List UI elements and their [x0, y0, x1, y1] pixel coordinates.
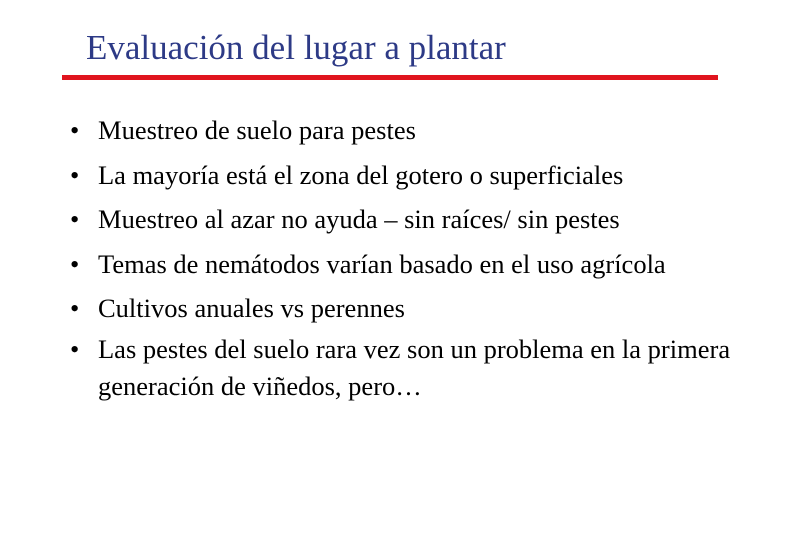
bullet-dot-icon: • — [70, 293, 80, 323]
bullet-text: La mayoría está el zona del gotero o superficiales — [98, 159, 624, 190]
bullet-dot-icon: • — [70, 204, 80, 234]
bullet-item — [70, 331, 770, 405]
bullet-item — [70, 153, 770, 198]
bullet-text: Muestreo de suelo para pestes — [98, 115, 416, 145]
slide-title: Evaluación del lugar a plantar — [86, 28, 506, 67]
bullet-text: Cultivos anuales vs perennes — [98, 293, 405, 323]
bullet-text: Temas de nemátodos varían basado en el uso agrícola — [98, 248, 666, 279]
bullet-dot-icon: • — [70, 248, 80, 279]
bullet-item — [70, 197, 770, 242]
bullet-dot-icon: • — [70, 115, 80, 145]
bullet-dot-icon: • — [70, 159, 80, 190]
title-underline — [62, 75, 718, 80]
bullet-dot-icon: • — [70, 334, 80, 364]
bullet-item — [70, 108, 770, 153]
bullet-text: Las pestes del suelo rara vez son un problema en la primera generación de viñedos, pero… — [98, 334, 731, 401]
bullet-item — [70, 290, 770, 327]
bullet-item — [70, 242, 770, 287]
bullet-list — [70, 108, 770, 405]
bullet-text: Muestreo al azar no ayuda – sin raíces/ sin pestes — [98, 204, 620, 234]
